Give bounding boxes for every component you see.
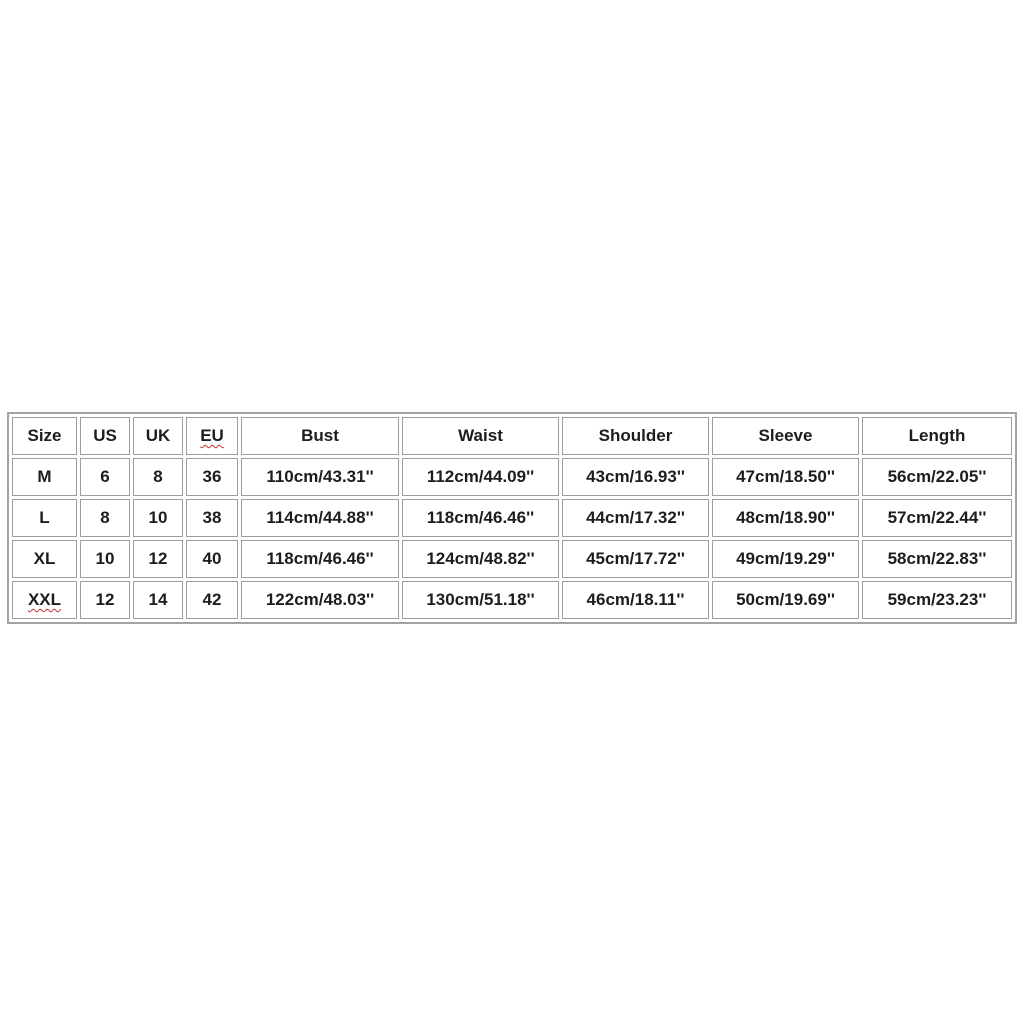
- measurement-cell: [241, 458, 399, 496]
- header-row: [12, 417, 1012, 455]
- measurement-cell: [862, 458, 1012, 496]
- size-label: M: [37, 467, 52, 486]
- measurement-value: 58cm/22.83'': [887, 549, 987, 568]
- column-header-uk: [133, 417, 183, 455]
- measurement-cell: [712, 499, 859, 537]
- column-header-label: Sleeve: [758, 426, 813, 445]
- size-label: XL: [33, 549, 56, 568]
- size-label-cell: [12, 581, 77, 619]
- measurement-cell: [241, 581, 399, 619]
- measurement-value: 36: [202, 467, 222, 486]
- measurement-value: 40: [202, 549, 222, 568]
- measurement-cell: [186, 540, 238, 578]
- column-header-us: [80, 417, 130, 455]
- column-header-size: [12, 417, 77, 455]
- measurement-cell: [562, 499, 709, 537]
- measurement-cell: [862, 540, 1012, 578]
- size-label-cell: [12, 499, 77, 537]
- measurement-cell: [133, 499, 183, 537]
- measurement-cell: [80, 499, 130, 537]
- table-row: [12, 458, 1012, 496]
- measurement-value: 12: [148, 549, 168, 568]
- measurement-value: 124cm/48.82'': [426, 549, 535, 568]
- measurement-cell: [186, 458, 238, 496]
- column-header-sleeve: [712, 417, 859, 455]
- measurement-cell: [402, 540, 559, 578]
- measurement-cell: [562, 581, 709, 619]
- column-header-label: UK: [145, 426, 171, 445]
- measurement-cell: [186, 499, 238, 537]
- table-row: [12, 540, 1012, 578]
- measurement-cell: [562, 458, 709, 496]
- column-header-shoulder: [562, 417, 709, 455]
- measurement-cell: [80, 540, 130, 578]
- size-chart-table: [9, 414, 1015, 622]
- column-header-label: Waist: [458, 426, 503, 445]
- column-header-label: Length: [908, 426, 966, 445]
- measurement-cell: [241, 499, 399, 537]
- measurement-value: 46cm/18.11'': [586, 590, 685, 609]
- measurement-cell: [80, 458, 130, 496]
- table-row: [12, 581, 1012, 619]
- measurement-value: 110cm/43.31'': [266, 467, 374, 486]
- measurement-cell: [133, 540, 183, 578]
- measurement-value: 49cm/19.29'': [736, 549, 835, 568]
- measurement-cell: [186, 581, 238, 619]
- measurement-value: 10: [95, 549, 115, 568]
- measurement-cell: [241, 540, 399, 578]
- column-header-label: Size: [27, 426, 62, 445]
- measurement-cell: [402, 581, 559, 619]
- column-header-label: EU: [200, 426, 224, 445]
- measurement-value: 38: [202, 508, 222, 527]
- measurement-cell: [862, 581, 1012, 619]
- measurement-value: 114cm/44.88'': [266, 508, 374, 527]
- measurement-cell: [862, 499, 1012, 537]
- measurement-value: 57cm/22.44'': [887, 508, 987, 527]
- measurement-cell: [562, 540, 709, 578]
- measurement-value: 8: [100, 508, 110, 527]
- size-label-cell: [12, 458, 77, 496]
- measurement-value: 8: [153, 467, 163, 486]
- measurement-value: 130cm/51.18'': [426, 590, 535, 609]
- measurement-cell: [133, 581, 183, 619]
- measurement-value: 42: [202, 590, 222, 609]
- measurement-value: 43cm/16.93'': [586, 467, 685, 486]
- measurement-cell: [80, 581, 130, 619]
- measurement-cell: [133, 458, 183, 496]
- measurement-value: 6: [100, 467, 110, 486]
- measurement-value: 44cm/17.32'': [586, 508, 685, 527]
- column-header-label: Bust: [301, 426, 339, 445]
- measurement-value: 12: [95, 590, 115, 609]
- column-header-eu: [186, 417, 238, 455]
- measurement-value: 122cm/48.03'': [265, 590, 375, 609]
- column-header-waist: [402, 417, 559, 455]
- measurement-cell: [402, 499, 559, 537]
- size-label-cell: [12, 540, 77, 578]
- measurement-value: 118cm/46.46'': [426, 508, 535, 527]
- measurement-value: 112cm/44.09'': [426, 467, 535, 486]
- measurement-value: 10: [148, 508, 168, 527]
- measurement-value: 50cm/19.69'': [736, 590, 835, 609]
- measurement-cell: [712, 458, 859, 496]
- measurement-cell: [712, 581, 859, 619]
- measurement-value: 48cm/18.90'': [736, 508, 835, 527]
- column-header-length: [862, 417, 1012, 455]
- column-header-bust: [241, 417, 399, 455]
- measurement-value: 59cm/23.23'': [887, 590, 987, 609]
- measurement-value: 45cm/17.72'': [586, 549, 685, 568]
- measurement-value: 14: [148, 590, 168, 609]
- measurement-cell: [712, 540, 859, 578]
- size-label: L: [39, 508, 50, 527]
- measurement-value: 118cm/46.46'': [266, 549, 374, 568]
- column-header-label: US: [93, 426, 117, 445]
- measurement-value: 47cm/18.50'': [736, 467, 835, 486]
- measurement-cell: [402, 458, 559, 496]
- size-label: XXL: [27, 590, 62, 609]
- column-header-label: Shoulder: [598, 426, 673, 445]
- measurement-value: 56cm/22.05'': [887, 467, 987, 486]
- size-chart-container: [7, 412, 1017, 624]
- table-row: [12, 499, 1012, 537]
